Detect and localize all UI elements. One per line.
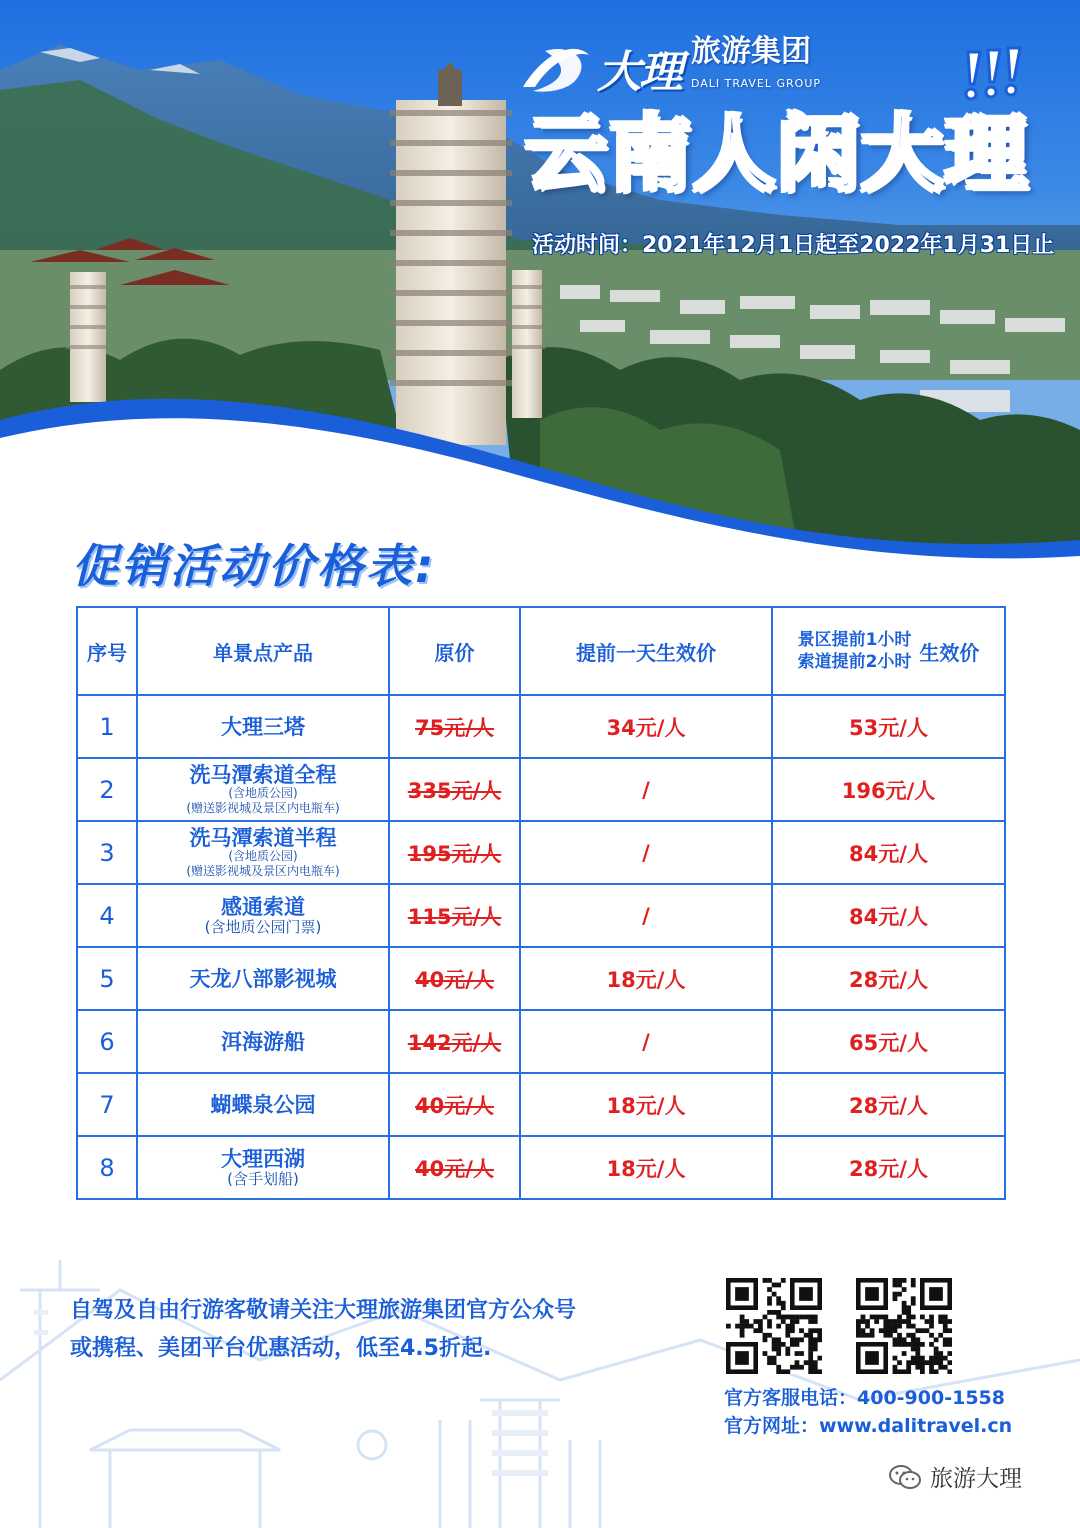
table-row: [77, 1010, 1005, 1073]
original-price-cell: [389, 884, 520, 947]
table-row: [77, 821, 1005, 884]
day-before-price: /: [520, 1010, 772, 1073]
row-number: 5: [77, 947, 137, 1010]
service-phone[interactable]: 官方客服电话：400-900-1558: [724, 1387, 1005, 1409]
original-price: 115元/人: [407, 904, 502, 929]
product-note-extra: (赠送影视城及景区内电瓶车): [186, 863, 340, 878]
header-product: 单景点产品: [137, 607, 389, 695]
product-note-extra: (赠送影视城及景区内电瓶车): [186, 800, 340, 815]
event-time: 活动时间：2021年12月1日起至2022年1月31日止: [532, 233, 1055, 258]
hour-before-price: 28元/人: [772, 947, 1005, 1010]
day-before-price: /: [520, 758, 772, 821]
header-original: 原价: [389, 607, 520, 695]
hour-before-price: 84元/人: [772, 884, 1005, 947]
section-title: 促销活动价格表:: [72, 539, 437, 593]
day-before-price: 18元/人: [520, 947, 772, 1010]
header-hour: [772, 607, 1005, 695]
day-before-price: /: [520, 821, 772, 884]
row-number: 3: [77, 821, 137, 884]
hour-before-price: 28元/人: [772, 1136, 1005, 1199]
row-number: 1: [77, 695, 137, 758]
product-cell: [137, 884, 389, 947]
original-price: 40元/人: [415, 967, 494, 992]
hero-banner: [0, 0, 1080, 560]
qr-code-icon[interactable]: [856, 1278, 952, 1374]
wechat-account-name: 旅游大理: [930, 1466, 1022, 1492]
brand-name-cn: 旅游集团: [691, 34, 811, 69]
product-name: 大理三塔: [221, 714, 305, 739]
row-number: 8: [77, 1136, 137, 1199]
qr-code-icon[interactable]: [726, 1278, 822, 1374]
contact-info: [724, 1384, 1012, 1440]
day-before-price: 34元/人: [520, 695, 772, 758]
exclamation-icon: [958, 44, 1028, 104]
product-name: 洱海游船: [221, 1029, 305, 1054]
wechat-account[interactable]: [888, 1460, 1022, 1493]
promo-text: [70, 1292, 576, 1368]
table-row: [77, 947, 1005, 1010]
header-hour-line1: 景区提前1小时: [797, 630, 912, 650]
original-price-cell: [389, 1136, 520, 1199]
product-note: (含手划船): [227, 1169, 299, 1188]
hour-before-price: 196元/人: [772, 758, 1005, 821]
page-title: 云南人闲大理: [525, 107, 1030, 202]
product-note: (含地质公园): [228, 848, 298, 863]
original-price: 40元/人: [415, 1093, 494, 1118]
header-hour-conditions: [798, 629, 912, 673]
product-cell: [137, 947, 389, 1010]
hour-before-price: 65元/人: [772, 1010, 1005, 1073]
original-price-cell: [389, 1073, 520, 1136]
main-pagoda-shape: [390, 62, 512, 445]
row-number: 6: [77, 1010, 137, 1073]
wechat-icon: [888, 1463, 922, 1491]
product-cell: [137, 1136, 389, 1199]
row-number: 2: [77, 758, 137, 821]
row-number: 7: [77, 1073, 137, 1136]
product-note: (含地质公园门票): [204, 917, 322, 936]
header-hour-suffix: 生效价: [919, 640, 980, 665]
original-price-cell: [389, 821, 520, 884]
table-row: [77, 758, 1005, 821]
price-table: [76, 606, 1006, 1200]
original-price: 335元/人: [407, 778, 502, 803]
product-cell: [137, 695, 389, 758]
promo-line-2: 或携程、美团平台优惠活动，低至4.5折起.: [70, 1336, 492, 1361]
table-row: [77, 884, 1005, 947]
original-price-cell: [389, 695, 520, 758]
original-price-cell: [389, 947, 520, 1010]
header-day-before: 提前一天生效价: [520, 607, 772, 695]
product-name: 感通索道: [221, 894, 305, 919]
hour-before-price: 84元/人: [772, 821, 1005, 884]
brand-script: 大理: [597, 47, 681, 98]
table-header-row: [77, 607, 1005, 695]
product-name: 天龙八部影视城: [189, 966, 337, 991]
original-price: 195元/人: [407, 841, 502, 866]
table-row: [77, 1136, 1005, 1199]
brand-d-icon: [515, 41, 595, 95]
header-hour-line2: 索道提前2小时: [797, 652, 912, 672]
row-number: 4: [77, 884, 137, 947]
product-cell: [137, 758, 389, 821]
original-price-cell: [389, 1010, 520, 1073]
brand-name-en: DALI TRAVEL GROUP: [691, 77, 822, 90]
day-before-price: /: [520, 884, 772, 947]
original-price: 75元/人: [415, 715, 494, 740]
original-price: 142元/人: [407, 1030, 502, 1055]
header-no: 序号: [77, 607, 137, 695]
promo-line-1: 自驾及自由行游客敬请关注大理旅游集团官方公众号: [70, 1298, 577, 1323]
brand-logo: [515, 36, 821, 100]
product-name: 蝴蝶泉公园: [210, 1092, 316, 1117]
original-price-cell: [389, 758, 520, 821]
table-row: [77, 1073, 1005, 1136]
product-note: (含地质公园): [228, 785, 298, 800]
product-name: 洗马潭索道半程: [189, 825, 337, 850]
day-before-price: 18元/人: [520, 1073, 772, 1136]
brand-name: [691, 36, 821, 100]
product-cell: [137, 1073, 389, 1136]
product-cell: [137, 1010, 389, 1073]
product-name: 大理西湖: [221, 1146, 305, 1171]
original-price: 40元/人: [415, 1156, 494, 1181]
official-website[interactable]: 官方网址：www.dalitravel.cn: [724, 1415, 1013, 1437]
hour-before-price: 28元/人: [772, 1073, 1005, 1136]
product-cell: [137, 821, 389, 884]
hour-before-price: 53元/人: [772, 695, 1005, 758]
product-name: 洗马潭索道全程: [189, 762, 337, 787]
table-row: [77, 695, 1005, 758]
day-before-price: 18元/人: [520, 1136, 772, 1199]
